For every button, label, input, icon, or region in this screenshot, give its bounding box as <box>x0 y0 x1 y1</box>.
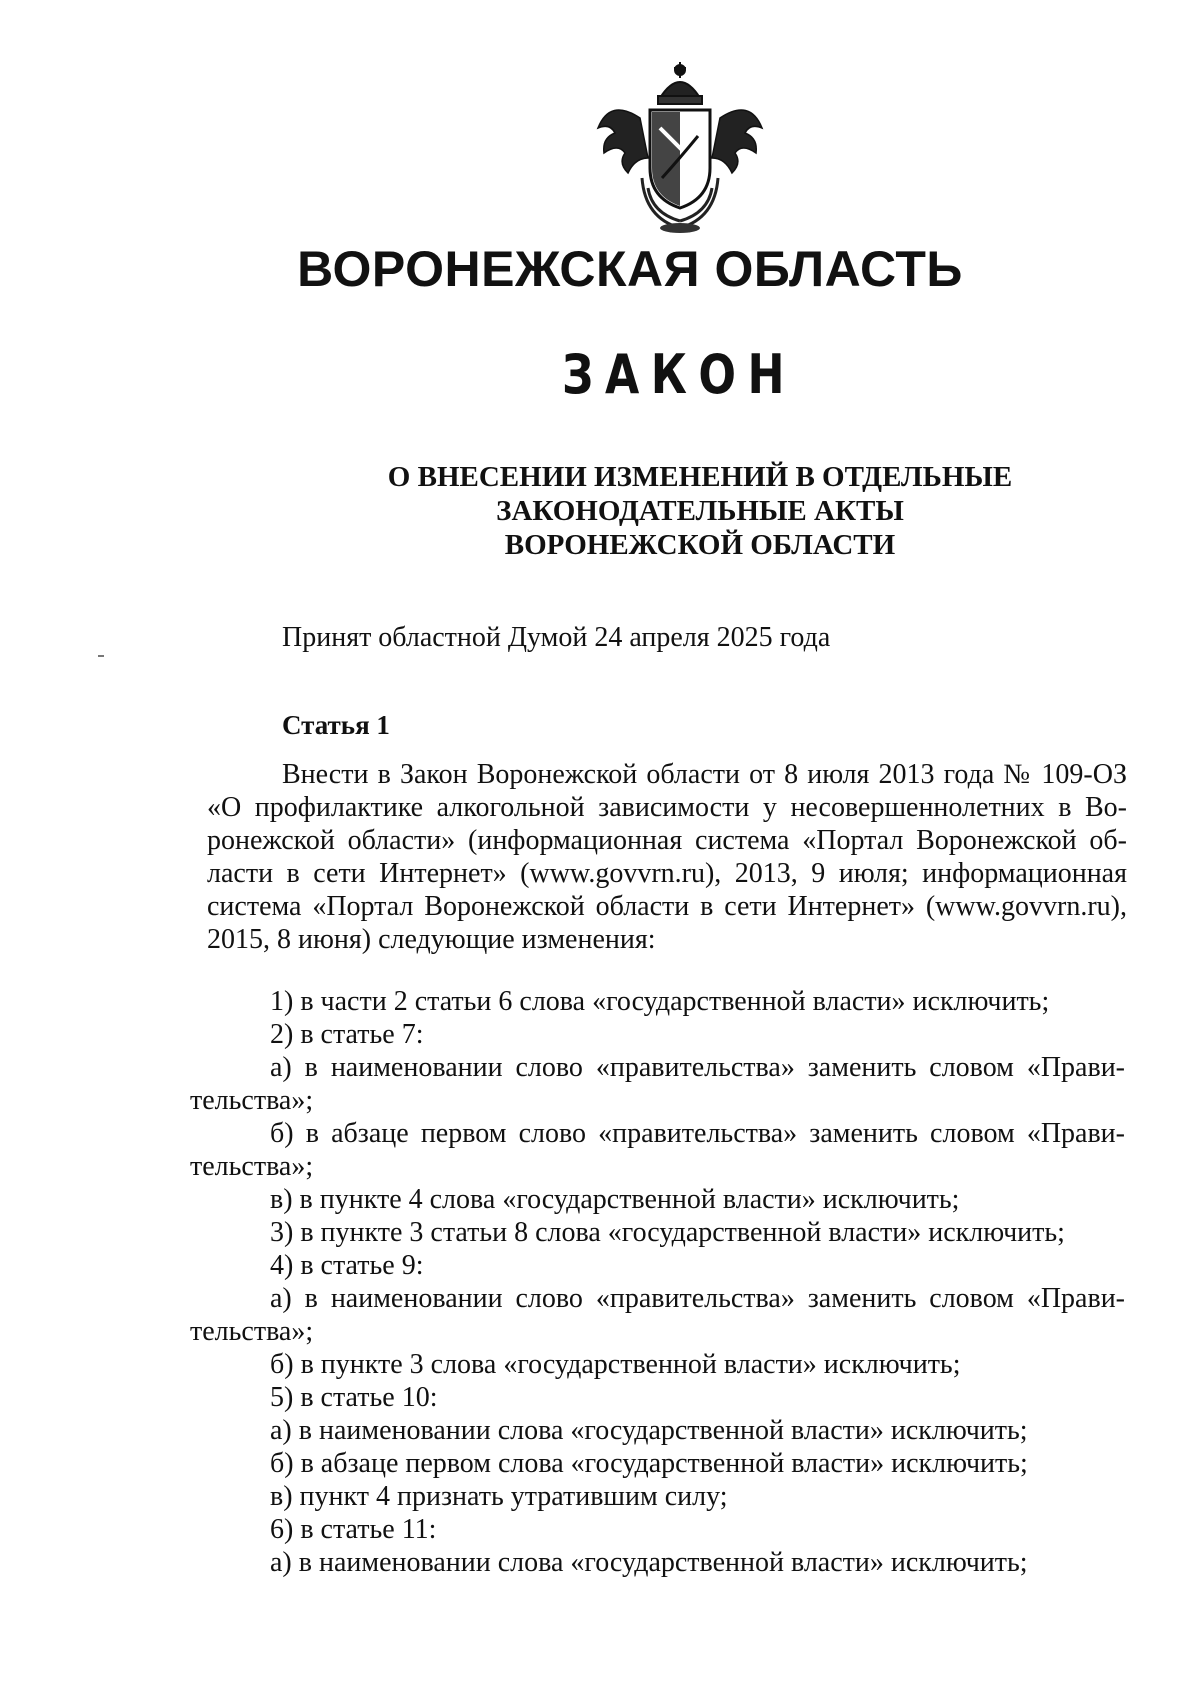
paragraph-line: ронежской области» (информационная система «Портал Воронежской об- <box>207 825 1127 856</box>
list-item: б) в абзаце первом слова «государственной власти» исключить; <box>270 1448 1028 1479</box>
article-intro-paragraph <box>207 758 1127 956</box>
list-item: а) в наименовании слово «правительства» заменить словом «Прави- <box>270 1283 1125 1314</box>
law-heading-line: ЗАКОНОДАТЕЛЬНЫЕ АКТЫ <box>496 495 904 527</box>
law-heading-line: О ВНЕСЕНИИ ИЗМЕНЕНИЙ В ОТДЕЛЬНЫЕ <box>387 461 1013 493</box>
paragraph-line: ласти в сети Интернет» (www.govvrn.ru), 2013, 9 июля; информационная <box>207 858 1127 889</box>
voronezh-coat-of-arms-icon <box>590 58 770 238</box>
adoption-date-line: Принят областной Думой 24 апреля 2025 года <box>282 622 831 653</box>
law-heading-line: ВОРОНЕЖСКОЙ ОБЛАСТИ <box>504 529 896 561</box>
list-item-continuation: тельства»; <box>190 1151 314 1182</box>
list-item: 6) в статье 11: <box>270 1514 437 1545</box>
list-item: в) пункт 4 признать утратившим силу; <box>270 1481 728 1512</box>
list-item: в) в пункте 4 слова «государственной власти» исключить; <box>270 1184 960 1215</box>
list-item: 1) в части 2 статьи 6 слова «государственной власти» исключить; <box>270 986 1050 1017</box>
list-item: 4) в статье 9: <box>270 1250 424 1281</box>
paragraph-line: Внести в Закон Воронежской области от 8 июля 2013 года № 109-ОЗ <box>282 759 1127 790</box>
law-heading <box>300 460 1100 562</box>
list-item: а) в наименовании слово «правительства» заменить словом «Прави- <box>270 1052 1125 1083</box>
region-title: ВОРОНЕЖСКАЯ ОБЛАСТЬ <box>297 241 963 297</box>
law-type-title: ЗАКОН <box>562 343 797 406</box>
list-item: б) в пункте 3 слова «государственной власти» исключить; <box>270 1349 961 1380</box>
scan-mark <box>98 655 104 657</box>
list-item-continuation: тельства»; <box>190 1316 314 1347</box>
list-item-continuation: тельства»; <box>190 1085 314 1116</box>
list-item: 3) в пункте 3 статьи 8 слова «государственной власти» исключить; <box>270 1217 1065 1248</box>
article-heading: Статья 1 <box>282 710 390 740</box>
paragraph-line: 2015, 8 июня) следующие изменения: <box>207 924 656 955</box>
paragraph-line: «О профилактике алкогольной зависимости у несовершеннолетних в Во- <box>207 792 1127 823</box>
list-item: а) в наименовании слова «государственной власти» исключить; <box>270 1547 1028 1578</box>
list-item: 2) в статье 7: <box>270 1019 424 1050</box>
list-item: а) в наименовании слова «государственной власти» исключить; <box>270 1415 1028 1446</box>
paragraph-line: система «Портал Воронежской области в сети Интернет» (www.govvrn.ru), <box>207 891 1127 922</box>
amendments-list <box>190 985 1125 1579</box>
list-item: 5) в статье 10: <box>270 1382 438 1413</box>
list-item: б) в абзаце первом слово «правительства» заменить словом «Прави- <box>270 1118 1125 1149</box>
